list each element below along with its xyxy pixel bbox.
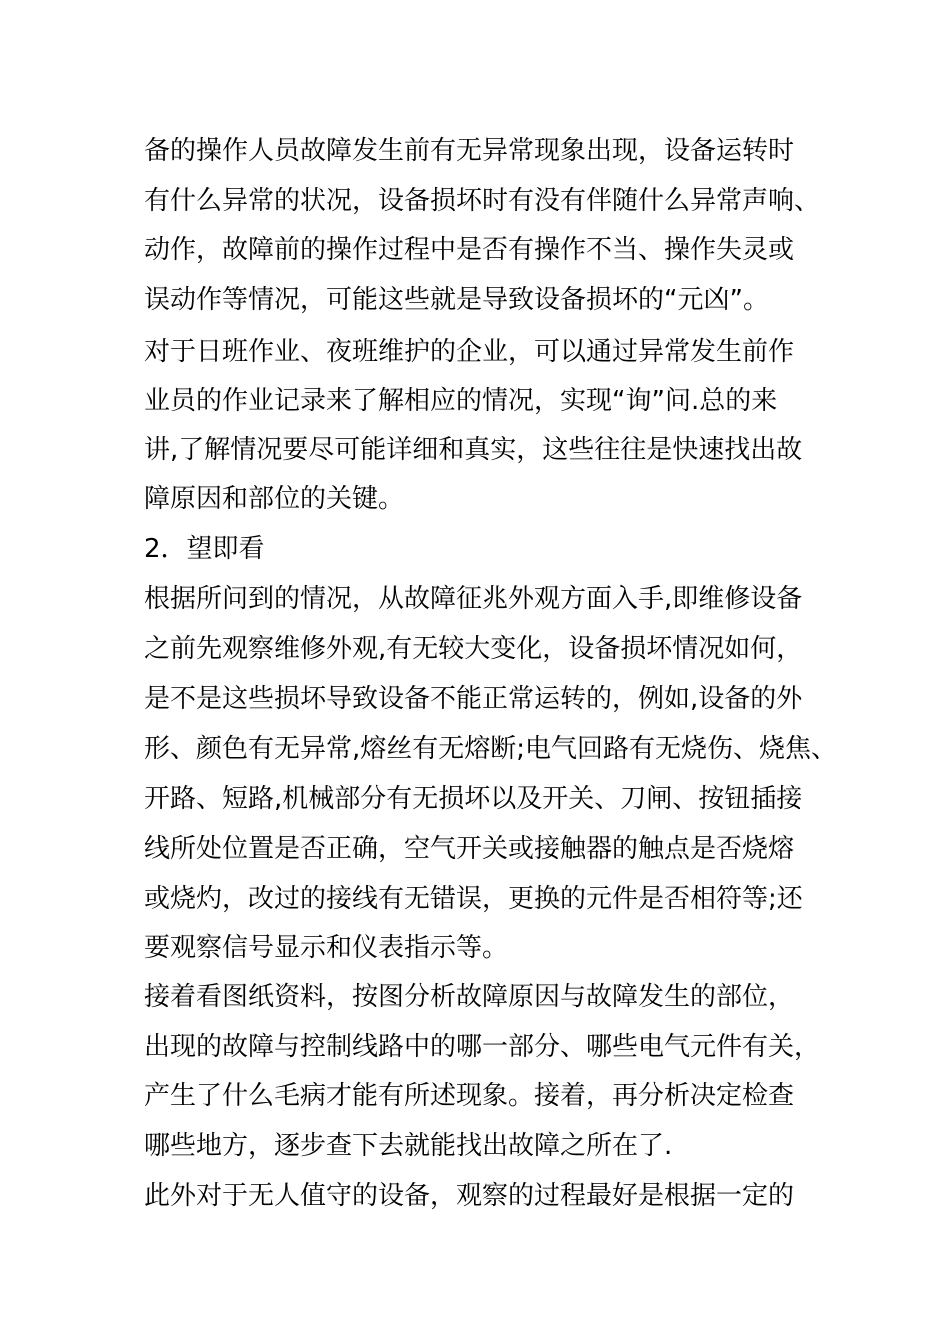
text-line: 根据所问到的情况，从故障征兆外观方面入手,即维修设备 [144, 584, 803, 614]
text-line: 形、颜色有无异常,熔丝有无熔断;电气回路有无烧伤、烧焦、 [144, 734, 838, 764]
text-line: 此外对于无人值守的设备，观察的过程最好是根据一定的 [144, 1181, 795, 1211]
text-line: 对于日班作业、夜班维护的企业，可以通过异常发生前作 [144, 337, 795, 367]
text-line: 要观察信号显示和仪表指示等。 [144, 933, 509, 963]
text-line: 开路、短路,机械部分有无损坏以及开关、刀闸、按钮插接 [144, 784, 803, 814]
text-line: 有什么异常的状况，设备损坏时有没有伴随什么异常声响、 [144, 186, 821, 216]
section-heading: 2．望即看 [144, 534, 265, 564]
text-line: 误动作等情况，可能这些就是导致设备损坏的“元凶”。 [144, 285, 769, 315]
text-line: 是不是这些损坏导致设备不能正常运转的，例如,设备的外 [144, 684, 803, 714]
text-line: 哪些地方，逐步查下去就能找出故障之所在了. [144, 1131, 673, 1161]
text-line: 或烧灼，改过的接线有无错误，更换的元件是否相符等;还 [144, 884, 803, 914]
text-line: 备的操作人员故障发生前有无异常现象出现，设备运转时 [144, 136, 795, 166]
text-line: 讲,了解情况要尽可能详细和真实，这些往往是快速找出故 [144, 435, 803, 465]
text-line: 接着看图纸资料，按图分析故障原因与故障发生的部位， [144, 982, 795, 1012]
text-line: 线所处位置是否正确，空气开关或接触器的触点是否烧熔 [144, 834, 795, 864]
text-line: 之前先观察维修外观,有无较大变化，设备损坏情况如何， [144, 634, 803, 664]
text-line: 业员的作业记录来了解相应的情况，实现“询”问.总的来 [144, 386, 778, 416]
text-line: 障原因和部位的关键。 [144, 484, 405, 514]
text-line: 动作，故障前的操作过程中是否有操作不当、操作失灵或 [144, 235, 795, 265]
text-line: 出现的故障与控制线路中的哪一部分、哪些电气元件有关， [144, 1032, 821, 1062]
text-line: 产生了什么毛病才能有所述现象。接着，再分析决定检查 [144, 1081, 795, 1111]
